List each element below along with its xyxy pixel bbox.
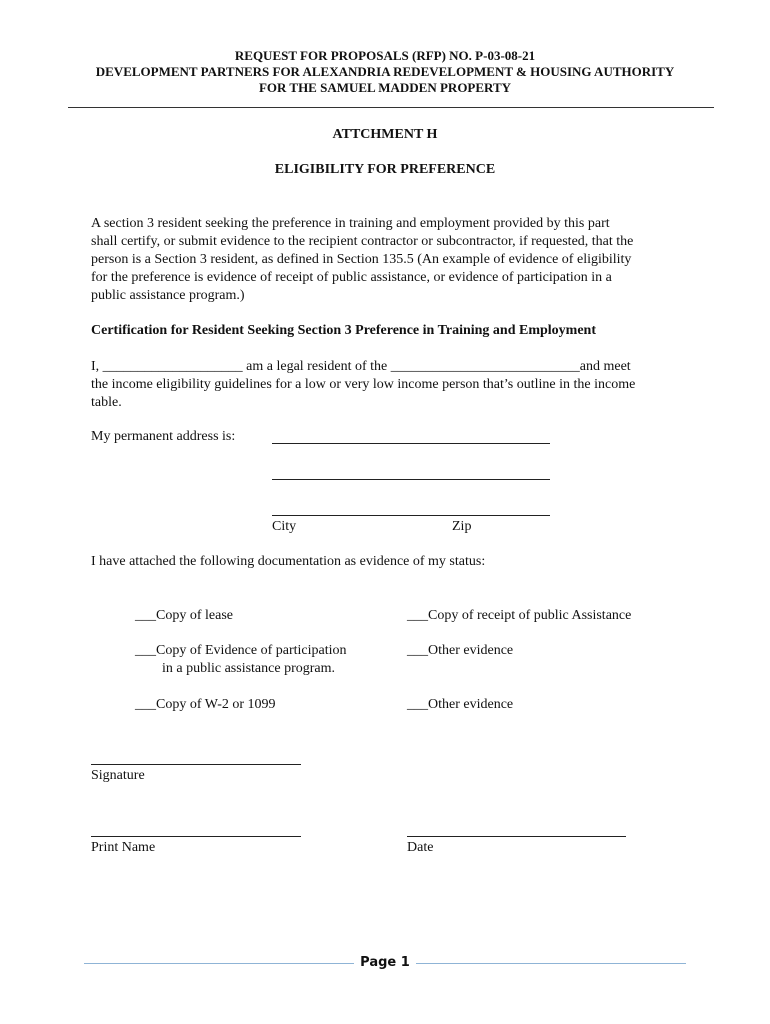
option-other-evidence-2[interactable]: ___Other evidence	[407, 697, 514, 712]
intro-line: public assistance program.)	[91, 288, 245, 303]
document-header	[0, 48, 770, 96]
address-label: My permanent address is:	[91, 429, 236, 444]
date-label: Date	[407, 840, 434, 855]
page-number: Page 1	[360, 955, 410, 970]
section-title: ELIGIBILITY FOR PREFERENCE	[274, 162, 496, 177]
option-copy-of-w2[interactable]: ___Copy of W-2 or 1099	[135, 697, 276, 712]
rfp-number-line: REQUEST FOR PROPOSALS (RFP) NO. P-03-08-21	[234, 48, 536, 63]
certification-line: table.	[91, 395, 122, 410]
attachment-title: ATTCHMENT H	[332, 127, 438, 142]
address-line-1[interactable]	[272, 443, 550, 444]
documentation-intro: I have attached the following documentation as evidence of my status:	[91, 554, 486, 569]
intro-paragraph	[91, 215, 691, 305]
intro-line: A section 3 resident seeking the preference in training and employment provided by this part	[91, 216, 610, 231]
address-line-3[interactable]	[272, 515, 550, 516]
signature-line[interactable]	[91, 764, 301, 765]
option-participation-continuation: in a public assistance program.	[162, 661, 336, 676]
city-label: City	[272, 519, 297, 534]
zip-label: Zip	[452, 519, 472, 534]
intro-line: person is a Section 3 resident, as defined in Section 135.5 (An example of evidence of eligibility	[91, 252, 632, 267]
certification-heading: Certification for Resident Seeking Section 3 Preference in Training and Employment	[91, 323, 597, 338]
option-other-evidence-1[interactable]: ___Other evidence	[407, 643, 514, 658]
option-evidence-of-participation[interactable]: ___Copy of Evidence of participation	[135, 643, 347, 658]
certification-statement	[91, 358, 691, 412]
certification-line: I, ____________________ am a legal resident of the ___________________________and meet	[91, 359, 631, 374]
option-copy-of-lease[interactable]: ___Copy of lease	[135, 608, 233, 623]
property-line: FOR THE SAMUEL MADDEN PROPERTY	[258, 80, 512, 95]
date-line[interactable]	[407, 836, 626, 837]
development-partners-line: DEVELOPMENT PARTNERS FOR ALEXANDRIA REDEVELOPMENT & HOUSING AUTHORITY	[95, 64, 675, 79]
option-copy-of-receipt[interactable]: ___Copy of receipt of public Assistance	[407, 608, 632, 623]
intro-line: for the preference is evidence of receipt of public assistance, or evidence of participation in a	[91, 270, 612, 285]
print-name-line[interactable]	[91, 836, 301, 837]
header-rule	[68, 107, 714, 108]
signature-label: Signature	[91, 768, 145, 783]
print-name-label: Print Name	[91, 840, 156, 855]
intro-line: shall certify, or submit evidence to the recipient contractor or subcontractor, if requested, that the	[91, 234, 634, 249]
certification-line: the income eligibility guidelines for a low or very low income person that’s outline in the income	[91, 377, 636, 392]
footer-rule-left	[84, 963, 354, 964]
address-line-2[interactable]	[272, 479, 550, 480]
footer-rule-right	[416, 963, 686, 964]
